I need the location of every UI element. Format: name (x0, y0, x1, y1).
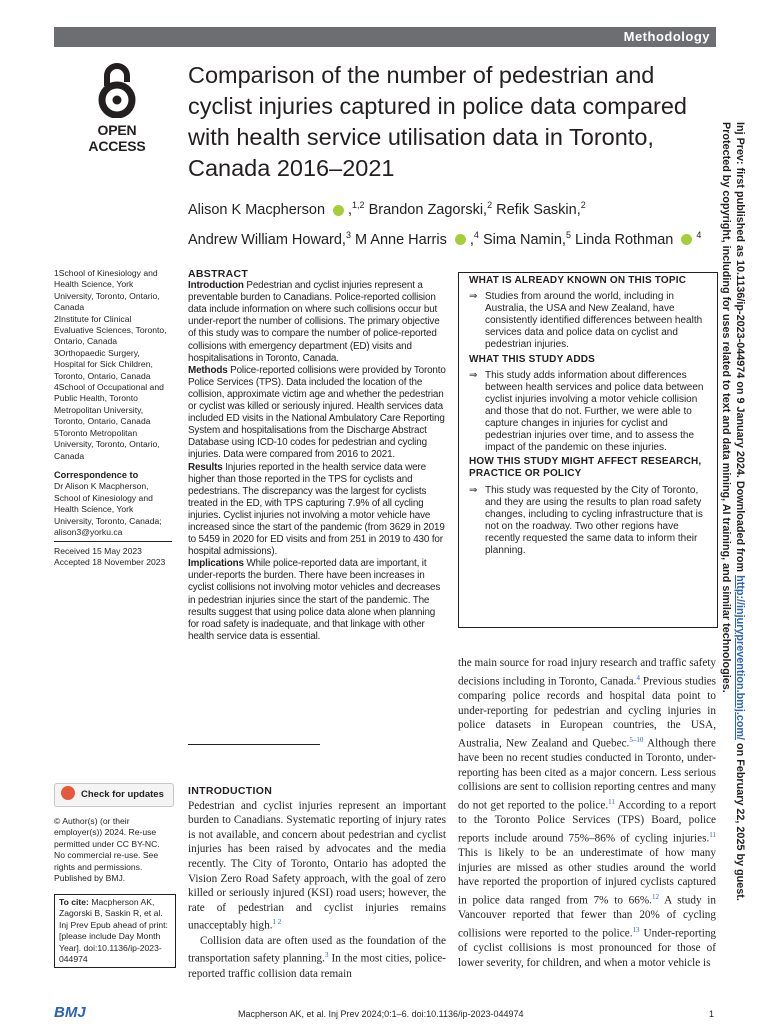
affiliation: 4School of Occupational and Public Health, Toronto Metropolitan University, Toronto, Ontario, Canada (54, 382, 164, 427)
footer-citation: Macpherson AK, et al. Inj Prev 2024;0:1–6. doi:10.1136/ip-2023-044974 (238, 1009, 524, 1019)
divider (54, 541, 172, 542)
author-name[interactable]: Sima Namin, (482, 231, 566, 248)
abstract-intro: Pedestrian and cyclist injuries represent a preventable burden to Canadians. Police-reported collision data include information on where such collisions occur but under-report the number of collisions. The primary objective of this study was to compare the number of police-reported collisions with emergency department (ED) visits and hospitalisations in Toronto, Canada. (188, 280, 440, 364)
author-list: Alison K Macpherson ,$^{1,2}$ Brandon Zagorski,$^2$ Refik Saskin,$^2$ Andrew William Howard,$^3$ M Anne Harris ,$^4$ Sima Namin,$^5$ Linda Rothman $^4$ (188, 200, 702, 248)
affiliation: 2Institute for Clinical Evaluative Sciences, Toronto, Ontario, Canada (54, 313, 167, 347)
margin-note-text: Protected by copyright, including for uses related to text and data mining, AI training, and similar technologies. (720, 122, 732, 693)
reference-link[interactable]: 12 (651, 892, 659, 901)
arrow-icon: ⇒ (469, 484, 478, 496)
reference-link[interactable]: 11 (608, 797, 615, 806)
reference-link[interactable]: 5–10 (629, 735, 644, 744)
reference-link[interactable]: 3 (324, 951, 329, 960)
list-item (469, 291, 711, 351)
author-name[interactable]: Linda Rothman (574, 231, 674, 248)
paragraph: Collision data are often used as the foundation of the transportation safety planning. (188, 934, 446, 965)
affiliation: 3Orthopaedic Surgery, Hospital for Sick Children, Toronto, Ontario, Canada (54, 347, 153, 381)
correspondence-heading: Correspondence to (54, 470, 139, 480)
author-affil-ref: 1,2 (352, 200, 365, 210)
author-affil-ref: 4 (473, 229, 479, 240)
orcid-icon[interactable] (455, 234, 466, 245)
author-name[interactable]: Refik Saskin, (496, 201, 581, 218)
list-item-text: This study adds information about differences between health services and police data between cyclist injuries involving a motor vehicle collision and those that do not. Further, we were able to capture changes in injuries for cyclist and pedestrian injuries over time, and to assess the impact of the pandemic on these injuries. (485, 369, 704, 454)
author-affil-ref: 2 (580, 200, 586, 210)
correspondence (54, 470, 172, 538)
abstract (188, 268, 446, 643)
check-for-updates-button[interactable] (54, 783, 174, 807)
reference-link[interactable]: 4 (636, 673, 640, 682)
affiliation: 5Toronto Metropolitan University, Toronto, Ontario, Canada (54, 427, 160, 461)
author-affil-ref: 5 (565, 229, 571, 240)
article-dates (54, 541, 172, 569)
bmj-logo: BMJ (54, 1004, 86, 1021)
author-affil-ref: 3 (345, 229, 351, 240)
affiliations (54, 268, 172, 462)
margin-note-text: on February 22, 2025 by guest. (734, 740, 746, 901)
abstract-results-label: Results (188, 461, 223, 473)
abstract-results: Injuries reported in the health service data were higher than those reported in the TPS for cyclists and pedestrians. The discrepancy was the largest for cyclists treated in the ED, with TPS capturing 7.9% of all cycling injuries. Cyclist injuries not involving a motor vehicle have increased since the start of the pandemic (from 3629 in 2019 to 5459 in 2020 for ED visits and from 251 in 2019 to 430 for hospital admissions). (188, 461, 445, 558)
orcid-icon[interactable] (681, 234, 692, 245)
paragraph: A study in Vancouver reported that fewer than 20% of cycling collisions were reported to the police. (458, 894, 716, 940)
cite-label: To cite: (59, 897, 89, 907)
author-name[interactable]: Alison K Macpherson (188, 201, 326, 218)
box-heading: WHAT THIS STUDY ADDS (469, 353, 596, 365)
section-header-bar (54, 27, 716, 47)
open-access-icon (97, 62, 137, 118)
received-date: Received 15 May 2023 (54, 546, 142, 556)
article-title: Comparison of the number of pedestrian and cyclist injuries captured in police data compared with health service utilisation data in Toronto, Canada 2016–2021 (188, 62, 687, 181)
divider (188, 744, 320, 745)
paragraph: Previous studies comparing police records and hospital data point to under-reporting for pedestrian and cycling injuries in police datasets in European countries, the USA, Australia, New Zealand and Quebec. (458, 675, 717, 750)
reference-link[interactable]: 13 (632, 925, 640, 934)
arrow-icon: ⇒ (469, 291, 478, 303)
check-updates-label: Check for updates (81, 789, 164, 800)
list-item-text: Studies from around the world, including in Australia, the USA and New Zealand, have consistently identified differences between health services data and police data on cyclist and pedestrian injuries. (485, 291, 703, 351)
paragraph: Pedestrian and cyclist injuries represent an important burden to Canadians. Systematic reporting of injury rates is not available, and concern about pedestrian and cyclist injuries has been raised by advocates and the media recently. The City of Toronto, Ontario has adopted the Vision Zero Road Safety approach, with the goal of zero killed or seriously injured (KSI) road users; however, the rate of pedestrian and cyclist injuries remains unacceptably high. (188, 799, 446, 933)
check-updates-icon (61, 786, 75, 800)
author-name[interactable]: Andrew William Howard, (188, 231, 346, 248)
abstract-methods: Police-reported collisions were provided by Toronto Police Services (TPS). Data included the location of the collision, approximate victim age and whether the pedestrian or cyclist was killed or seriously injured. Health services data included ED visits in the National Ambulatory Care Reporting System and hospitalisations from the Discharge Abstract Database using ICD-10 codes for pedestrian and cycling injuries. Data were compared from 2016 to 2021. (188, 364, 446, 461)
paragraph: In the most cities, police-reported traffic collision data remain (188, 953, 446, 980)
copyright-margin-note (720, 122, 747, 922)
box-heading: WHAT IS ALREADY KNOWN ON THIS TOPIC (469, 275, 687, 286)
key-messages-box (458, 272, 718, 628)
page-number: 1 (709, 1009, 715, 1019)
list-item (469, 485, 711, 558)
open-access-badge (72, 62, 162, 154)
orcid-icon[interactable] (333, 205, 344, 216)
author-name[interactable]: M Anne Harris (354, 231, 447, 248)
list-item-text: This study was requested by the City of Toronto, and they are using the results to plan road safety changes, including to cycling infrastructure that is not on the roadway. Two other regions have recently requested the same data to inform their planning. (485, 484, 703, 556)
correspondence-text: Dr Alison K Macpherson, School of Kinesiology and Health Science, York University, Toronto, Canada; alison3@yorku.ca (54, 481, 162, 538)
paragraph: Under-reporting of cyclist collisions is most pronounced for those of lower severity, for children, and when a motor vehicle is (458, 927, 717, 969)
author-affil-ref: 2 (487, 200, 493, 210)
box-heading: HOW THIS STUDY MIGHT AFFECT RESEARCH, PRACTICE OR POLICY (469, 456, 702, 480)
reference-link[interactable]: 11 (709, 830, 716, 839)
list-item (469, 370, 711, 455)
section-label: Methodology (623, 29, 710, 44)
abstract-heading: ABSTRACT (188, 268, 249, 280)
arrow-icon: ⇒ (469, 369, 478, 381)
copyright-notice: © Author(s) (or their employer(s)) 2024. Re-use permitted under CC BY-NC. No commercial re-use. See rights and permissions. Published by BMJ. (54, 816, 160, 884)
author-affil-ref: 4 (696, 229, 702, 240)
body-column-right (458, 656, 716, 970)
introduction-section (188, 784, 446, 981)
abstract-implications-label: Implications (188, 558, 244, 570)
margin-note-text: Inj Prev: first published as 10.1136/ip-2023-044974 on 9 January 2024. Downloaded from (734, 122, 746, 576)
affiliation: 1School of Kinesiology and Health Science, York University, Toronto, Ontario, Canada (54, 268, 160, 313)
paragraph: Although there have been no recent studies conducted in Toronto, under-reporting has been cited as a major concern. Less serious collisions are sent to collision reporting centres and many do not get reported to the police. (458, 737, 716, 812)
paragraph: According to a report to the Toronto Police Services (TPS) Board, police reports include around 75%–86% of cycling injuries. (458, 799, 716, 845)
abstract-intro-label: Introduction (188, 280, 244, 292)
cite-box (54, 894, 176, 968)
journal-link[interactable]: http://injuryprevention.bmj.com/ (734, 575, 746, 741)
accepted-date: Accepted 18 November 2023 (54, 557, 166, 568)
paragraph: This is likely to be an underestimate of how many injuries are missed as other studies around the world have reported the proportion of injured cyclists captured in police data ranged from 7% to 66%. (458, 847, 716, 907)
abstract-methods-label: Methods (188, 364, 228, 376)
paragraph: the main source for road injury research and traffic safety decisions including in Toronto, Canada. (458, 657, 716, 688)
open-access-label: OPEN ACCESS (88, 122, 146, 154)
abstract-implications: While police-reported data are important, it under-reports the burden. There have been increases in cyclist collisions not involving motor vehicles and decreases in pedestrian injuries since the start of the pandemic. The results suggest that using police data alone when planning for road safety is inadequate, and that linkage with other health service data is essential. (188, 558, 441, 642)
reference-link[interactable]: 1 2 (272, 918, 282, 927)
author-name[interactable]: Brandon Zagorski, (368, 201, 488, 218)
introduction-heading: INTRODUCTION (188, 785, 273, 797)
cite-text: Macpherson AK, Zagorski B, Saskin R, et al. Inj Prev Epub ahead of print: [please include Day Month Year]. doi:10.1136/ip-2023-044974 (59, 897, 168, 965)
